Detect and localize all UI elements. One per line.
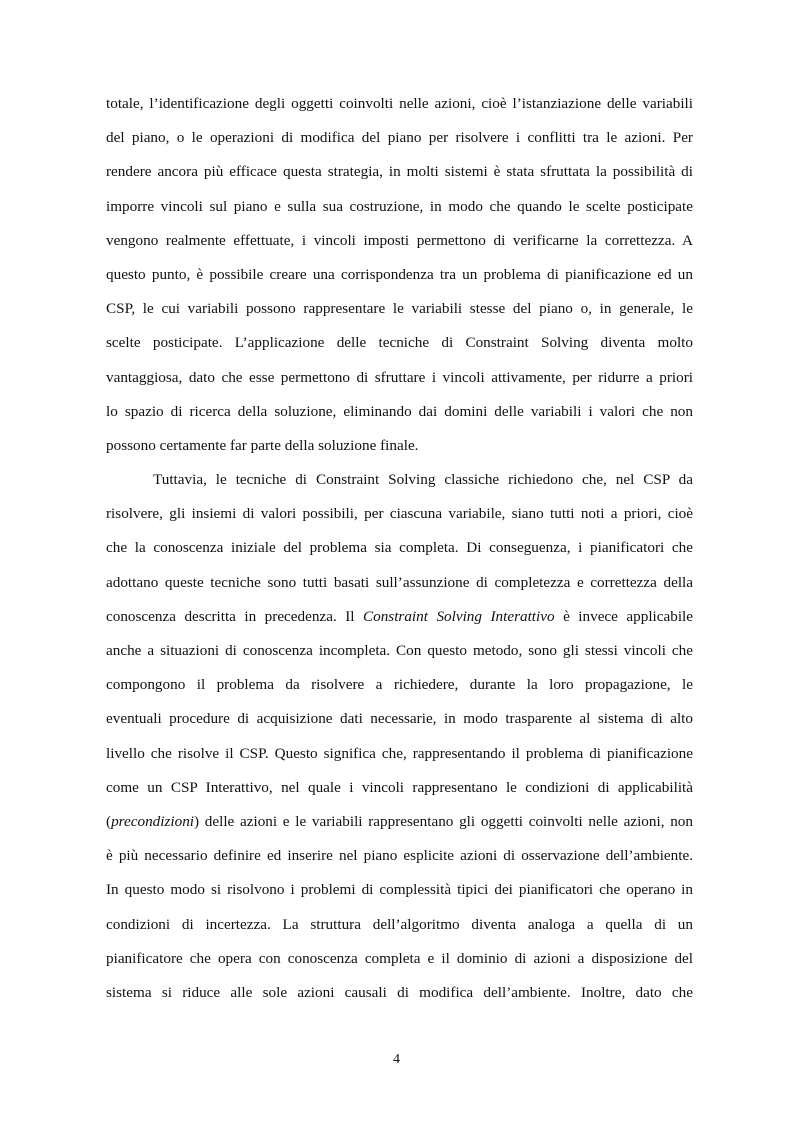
text-run: è invece applicabile xyxy=(554,607,694,625)
text-line-with-emphasis xyxy=(106,805,693,839)
text-line: compongono il problema da risolvere a richiedere, durante la loro propagazione, le xyxy=(106,676,693,694)
text-run: ) delle azioni e le variabili rappresentano gli oggetti coinvolti nelle azioni, non xyxy=(194,812,693,830)
text-line: livello che risolve il CSP. Questo significa che, rappresentando il problema di pianificazione xyxy=(106,744,693,762)
text-line: imporre vincoli sul piano e sulla sua costruzione, in modo che quando le scelte posticipate xyxy=(106,197,693,215)
text-line: adottano queste tecniche sono tutti basati sull’assunzione di completezza e correttezza della xyxy=(106,573,693,591)
text-line: rendere ancora più efficace questa strategia, in molti sistemi è stata sfruttata la possibilità di xyxy=(106,163,693,181)
emphasis-term: Constraint Solving Interattivo xyxy=(362,607,555,625)
text-line: questo punto, è possibile creare una corrispondenza tra un problema di pianificazione ed un xyxy=(106,265,693,283)
text-line: sistema si riduce alle sole azioni causali di modifica dell’ambiente. Inoltre, dato che xyxy=(106,983,693,1001)
text-line: eventuali procedure di acquisizione dati necessarie, in modo trasparente al sistema di alto xyxy=(106,710,693,728)
text-line: che la conoscenza iniziale del problema sia completa. Di conseguenza, i pianificatori che xyxy=(106,539,693,557)
text-run: ( xyxy=(106,812,112,830)
text-line-with-emphasis xyxy=(106,600,693,634)
text-line: scelte posticipate. L’applicazione delle tecniche di Constraint Solving diventa molto xyxy=(106,334,693,352)
text-line: totale, l’identificazione degli oggetti coinvolti nelle azioni, cioè l’istanziazione delle variabili xyxy=(106,95,693,112)
paragraph-1 xyxy=(106,87,693,463)
emphasis-term: precondizioni xyxy=(111,812,195,830)
paragraph-2 xyxy=(106,463,693,1010)
text-line: risolvere, gli insiemi di valori possibili, per ciascuna variabile, siano tutti noti a priori, cioè xyxy=(106,505,693,523)
text-line: pianificatore che opera con conoscenza completa e il dominio di azioni a disposizione del xyxy=(106,949,693,967)
text-line: Tuttavia, le tecniche di Constraint Solving classiche richiedono che, nel CSP da xyxy=(153,471,693,489)
text-line: è più necessario definire ed inserire nel piano esplicite azioni di osservazione dell’ambiente. xyxy=(106,847,693,865)
text-line: vantaggiosa, dato che esse permettono di sfruttare i vincoli attivamente, per ridurre a priori xyxy=(106,368,693,386)
text-line: come un CSP Interattivo, nel quale i vincoli rappresentano le condizioni di applicabilità xyxy=(106,778,693,796)
text-run: conoscenza descritta in precedenza. Il xyxy=(106,607,363,625)
text-line: lo spazio di ricerca della soluzione, eliminando dai domini delle variabili i valori che non xyxy=(106,402,693,420)
text-line: vengono realmente effettuate, i vincoli imposti permettono di verificarne la correttezza. A xyxy=(106,231,693,249)
body-text xyxy=(106,87,693,1010)
text-line: possono certamente far parte della soluzione finale. xyxy=(106,436,419,454)
text-line: condizioni di incertezza. La struttura dell’algoritmo diventa analoga a quella di un xyxy=(106,915,693,933)
text-line: anche a situazioni di conoscenza incompleta. Con questo metodo, sono gli stessi vincoli che xyxy=(106,642,693,659)
text-line: In questo modo si risolvono i problemi di complessità tipici dei pianificatori che operano in xyxy=(106,881,693,899)
text-line: del piano, o le operazioni di modifica del piano per risolvere i conflitti tra le azioni. Per xyxy=(106,129,693,147)
page-number: 4 xyxy=(393,1052,400,1067)
text-line: CSP, le cui variabili possono rappresentare le variabili stesse del piano o, in generale, le xyxy=(106,300,693,318)
